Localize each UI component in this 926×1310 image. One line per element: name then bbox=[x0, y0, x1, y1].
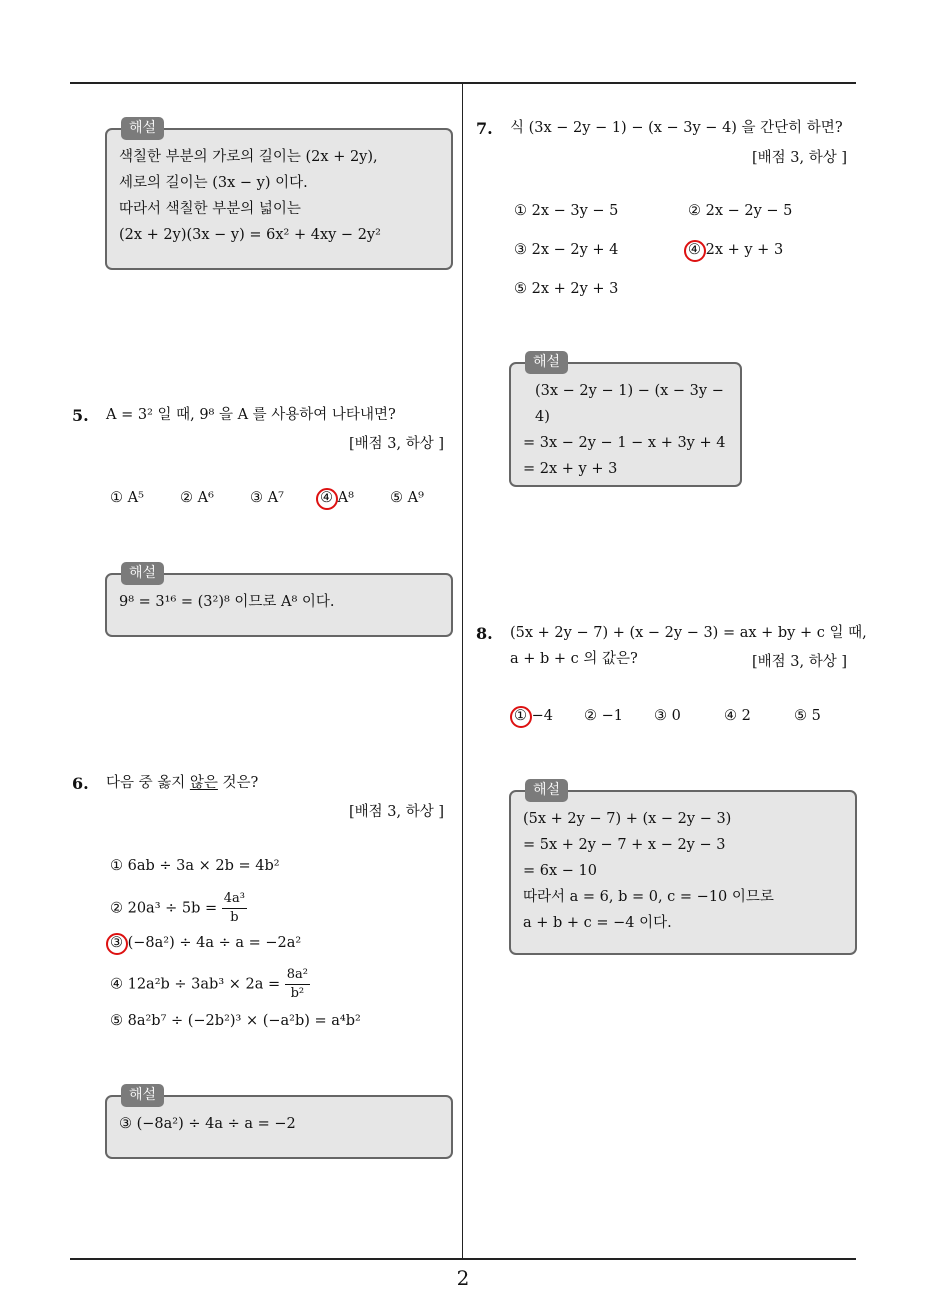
top-rule bbox=[70, 82, 856, 84]
q5-number: 5. bbox=[72, 406, 89, 425]
column-divider bbox=[462, 84, 463, 1259]
q8-option-2[interactable]: ② −1 bbox=[584, 708, 623, 724]
prev-solution-box bbox=[105, 120, 453, 270]
q5-option-1[interactable]: ① A⁵ bbox=[110, 490, 144, 506]
q7-solution-line: = 3x − 2y − 1 − x + 3y + 4 bbox=[523, 435, 726, 451]
solution-tag: 해설 bbox=[121, 562, 164, 585]
q8-solution-box bbox=[509, 782, 857, 955]
q6-solution-text: ③ (−8a²) ÷ 4a ÷ a = −2 bbox=[119, 1116, 296, 1132]
solution-tag: 해설 bbox=[121, 1084, 164, 1107]
prev-solution-line: (2x + 2y)(3x − y) = 6x² + 4xy − 2y² bbox=[119, 227, 381, 243]
q8-solution-line: a + b + c = −4 이다. bbox=[523, 915, 672, 931]
fraction-denominator: b bbox=[230, 910, 239, 925]
q8-text-line2: a + b + c 의 값은? bbox=[510, 651, 638, 667]
answer-mark-circle bbox=[316, 488, 338, 510]
q7-text: 식 (3x − 2y − 1) − (x − 3y − 4) 을 간단히 하면? bbox=[510, 120, 843, 136]
q5-option-2[interactable]: ② A⁶ bbox=[180, 490, 214, 506]
page-number: 2 bbox=[456, 1266, 470, 1290]
solution-tag: 해설 bbox=[121, 117, 164, 140]
q8-number: 8. bbox=[476, 624, 493, 643]
q6-text-underlined: 않은 bbox=[189, 775, 218, 791]
q8-score: [배점 3, 하상 ] bbox=[752, 654, 848, 670]
q6-text bbox=[106, 770, 258, 796]
fraction-numerator: 4a³ bbox=[222, 890, 247, 909]
q6-score: [배점 3, 하상 ] bbox=[349, 804, 445, 820]
q7-option-2[interactable]: ② 2x − 2y − 5 bbox=[688, 203, 793, 219]
q7-solution-box bbox=[509, 354, 742, 487]
q5-solution-text: 9⁸ = 3¹⁶ = (3²)⁸ 이므로 A⁸ 이다. bbox=[119, 594, 335, 610]
fraction-denominator: b² bbox=[290, 986, 305, 1001]
q8-option-3[interactable]: ③ 0 bbox=[654, 708, 681, 724]
q5-option-3[interactable]: ③ A⁷ bbox=[250, 490, 284, 506]
q5-score: [배점 3, 하상 ] bbox=[349, 436, 445, 452]
q6-option-2-left: ② 20a³ ÷ 5b = bbox=[110, 900, 222, 917]
q7-option-5[interactable]: ⑤ 2x + 2y + 3 bbox=[514, 281, 619, 297]
q7-solution-line: = 2x + y + 3 bbox=[523, 461, 618, 477]
q5-option-5[interactable]: ⑤ A⁹ bbox=[390, 490, 424, 506]
q8-option-5[interactable]: ⑤ 5 bbox=[794, 708, 821, 724]
bottom-rule bbox=[70, 1258, 856, 1260]
q5-text: A = 3² 일 때, 9⁸ 을 A 를 사용하여 나타내면? bbox=[106, 407, 396, 423]
q5-option-4[interactable]: ④ A⁸ bbox=[320, 490, 354, 506]
q8-option-4[interactable]: ④ 2 bbox=[724, 708, 751, 724]
q7-option-1[interactable]: ① 2x − 3y − 5 bbox=[514, 203, 619, 219]
q6-option-5[interactable]: ⑤ 8a²b⁷ ÷ (−2b²)³ × (−a²b) = a⁴b² bbox=[110, 1013, 361, 1029]
prev-solution-line: 세로의 길이는 (3x − y) 이다. bbox=[119, 175, 308, 191]
answer-mark-circle bbox=[510, 706, 532, 728]
answer-mark-circle bbox=[684, 240, 706, 262]
prev-solution-line: 따라서 색칠한 부분의 넓이는 bbox=[119, 201, 301, 217]
q8-solution-line: = 6x − 10 bbox=[523, 863, 597, 879]
q6-option-3[interactable]: ③ (−8a²) ÷ 4a ÷ a = −2a² bbox=[110, 935, 302, 951]
q6-text-part: 것은? bbox=[217, 775, 259, 791]
q8-option-1[interactable]: ① −4 bbox=[514, 708, 553, 724]
fraction-numerator: 8a² bbox=[285, 966, 310, 985]
q5-solution-box bbox=[105, 565, 453, 637]
solution-tag: 해설 bbox=[525, 351, 568, 374]
q8-solution-line: (5x + 2y − 7) + (x − 2y − 3) bbox=[523, 811, 732, 827]
q8-solution-line: = 5x + 2y − 7 + x − 2y − 3 bbox=[523, 837, 726, 853]
q7-option-4[interactable]: ④ 2x + y + 3 bbox=[688, 242, 784, 258]
q6-option-4[interactable] bbox=[110, 966, 310, 1003]
q6-option-4-left: ④ 12a²b ÷ 3ab³ × 2a = bbox=[110, 976, 285, 993]
prev-solution-line: 색칠한 부분의 가로의 길이는 (2x + 2y), bbox=[119, 149, 378, 165]
q7-score: [배점 3, 하상 ] bbox=[752, 150, 848, 166]
q8-text-line1: (5x + 2y − 7) + (x − 2y − 3) = ax + by + c 일 때, bbox=[510, 625, 867, 641]
q6-option-2[interactable] bbox=[110, 890, 247, 927]
q6-text-part: 다음 중 옳지 bbox=[106, 775, 190, 791]
q8-solution-line: 따라서 a = 6, b = 0, c = −10 이므로 bbox=[523, 889, 774, 905]
q7-solution-line: (3x − 2y − 1) − (x − 3y − 4) bbox=[535, 383, 724, 425]
fraction bbox=[285, 966, 310, 1003]
answer-mark-circle bbox=[106, 933, 128, 955]
q6-solution-box bbox=[105, 1087, 453, 1159]
q7-option-3[interactable]: ③ 2x − 2y + 4 bbox=[514, 242, 619, 258]
q7-number: 7. bbox=[476, 119, 493, 138]
solution-tag: 해설 bbox=[525, 779, 568, 802]
q6-number: 6. bbox=[72, 774, 89, 793]
fraction bbox=[222, 890, 247, 927]
q6-option-1[interactable]: ① 6ab ÷ 3a × 2b = 4b² bbox=[110, 858, 280, 874]
